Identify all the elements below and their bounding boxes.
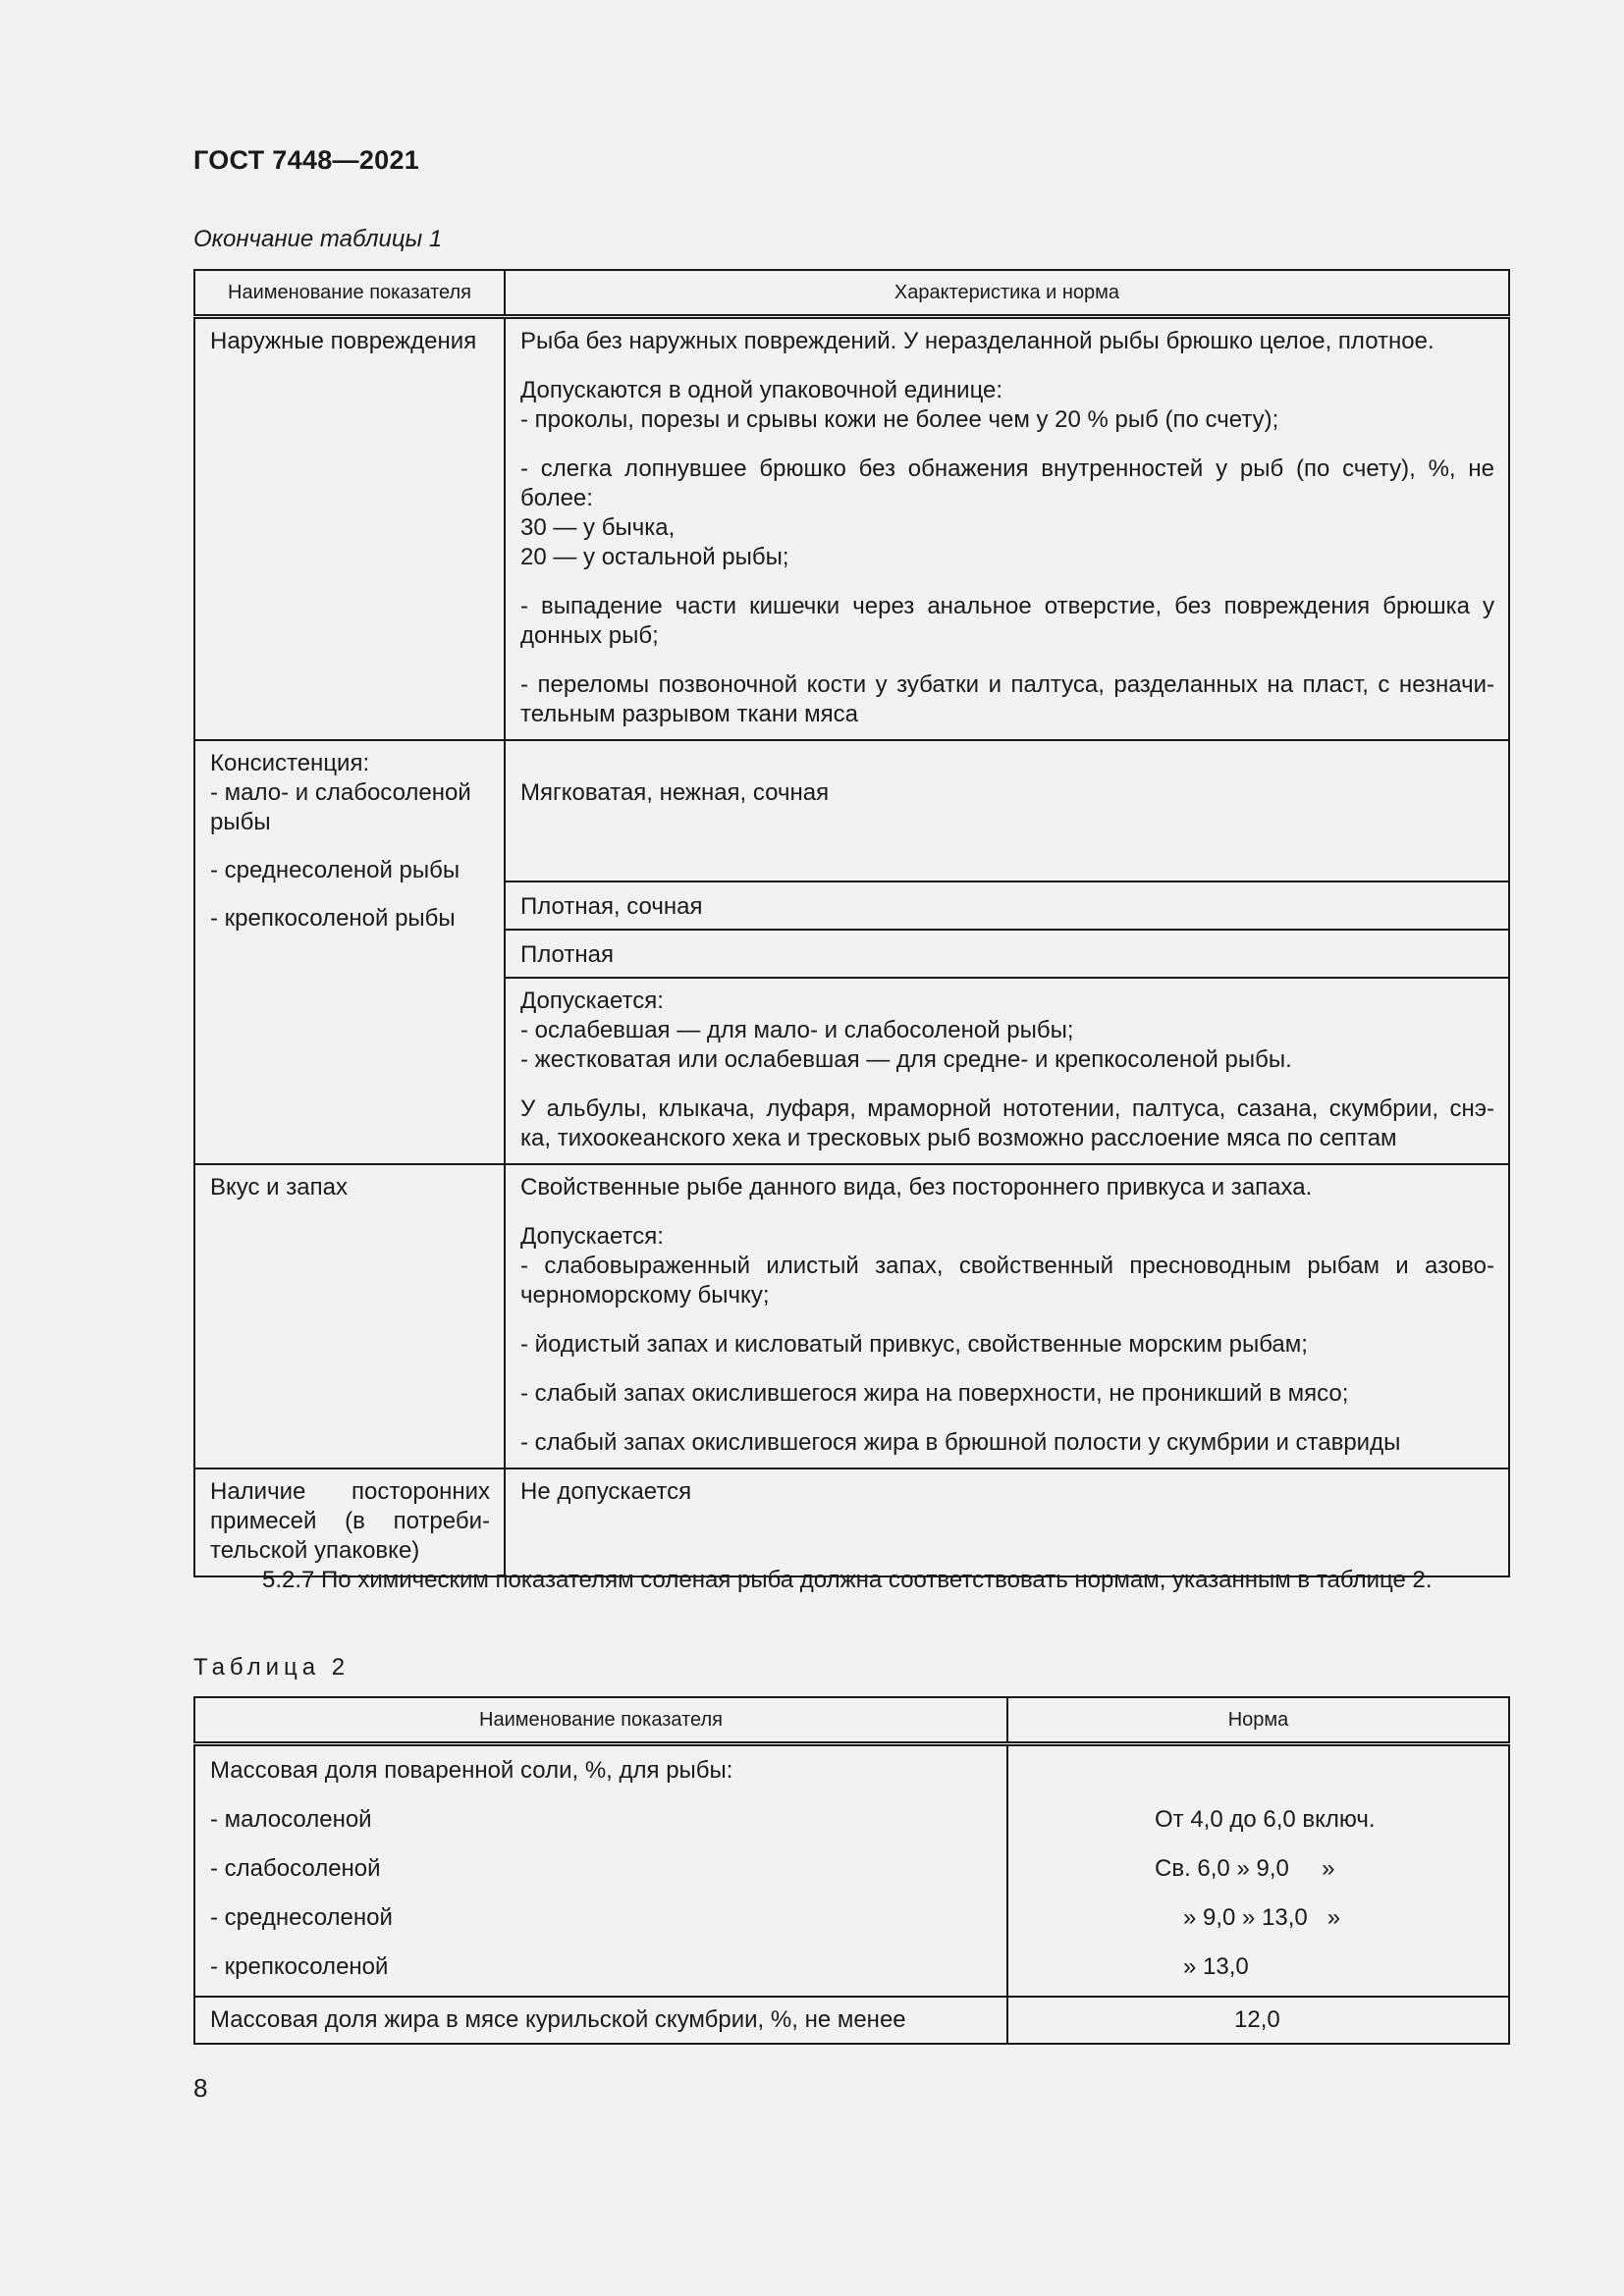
indicator-name: Вкус и запах — [194, 1164, 505, 1468]
salt-row-label: - малосоленой — [210, 1806, 372, 1833]
table2-col-header-name: Наименование показателя — [194, 1697, 1007, 1744]
fat-value: 12,0 — [1234, 2006, 1280, 2033]
consistency-allow-line2: - ослабевшая — для мало- и слабосоленой рыбы; — [520, 1017, 1074, 1043]
damage-p5 — [520, 670, 1494, 729]
consistency-allow-line1: Допускается: — [520, 988, 664, 1014]
damage-p3-line4: 20 — у остальной рыбы; — [520, 544, 789, 570]
damage-p3 — [520, 454, 1494, 572]
taste-p5: - слабый запах окислившегося жира в брюшной полости у скумбрии и ставриды — [520, 1429, 1401, 1456]
salt-row-label: - слабосоленой — [210, 1855, 381, 1882]
salt-indicator-cell — [194, 1744, 1007, 1998]
taste-p1: Свойственные рыбе данного вида, без постороннего привкуса и запаха. — [520, 1174, 1313, 1201]
salt-row-value: » 13,0 — [1183, 1953, 1249, 1980]
damage-p3-line1: - слегка лопнувшее брюшко без обнажения внутренностей у рыб (по счету), %, не — [520, 455, 1494, 482]
damage-p3-line3: 30 — у бычка, — [520, 514, 676, 541]
salt-row-label: - крепкосоленой — [210, 1953, 389, 1980]
consistency-value-firm: Плотная — [505, 930, 1509, 978]
consistency-allowance — [505, 978, 1509, 1164]
table2-col-header-norm: Норма — [1007, 1697, 1509, 1744]
table1-col-header-name: Наименование показателя — [194, 270, 505, 317]
indicator-value — [505, 1164, 1509, 1468]
salt-row-value: » 9,0 » 13,0 » — [1183, 1904, 1341, 1931]
salt-row-label: - среднесоленой — [210, 1904, 393, 1931]
damage-p5-line1: - переломы позвоночной кости у зубатки и палтуса, разделанных на пласт, с незначи- — [520, 671, 1494, 698]
consistency-note-line1: У альбулы, клыкача, луфаря, мраморной нототении, палтуса, сазана, скумбрии, снэ- — [520, 1095, 1494, 1122]
damage-p1: Рыба без наружных повреждений. У неразделанной рыбы брюшко целое, плотное. — [520, 328, 1435, 354]
indicator-value — [505, 317, 1509, 741]
table2-caption: Таблица 2 — [193, 1654, 351, 1681]
taste-p2-line3: черноморскому бычку; — [520, 1282, 770, 1308]
table1-row-taste — [194, 1164, 1509, 1468]
page-number: 8 — [193, 2073, 208, 2103]
consistency-value-soft: Мягковатая, нежная, сочная — [505, 740, 1509, 881]
consistency-allow-para — [520, 987, 1494, 1075]
taste-p2-line1: Допускается: — [520, 1223, 664, 1250]
fat-label: Массовая доля жира в мясе курильской скумбрии, %, не менее — [210, 2006, 906, 2033]
table-1 — [193, 269, 1510, 1577]
damage-p5-line2: тельным разрывом ткани мяса — [520, 701, 859, 727]
damage-p4-line1: - выпадение части кишечки через анальное отверстие, без повреждения брюшка у — [520, 593, 1494, 619]
salt-title: Массовая доля поваренной соли, %, для рыбы: — [210, 1757, 733, 1784]
indicator-value: Не допускается — [505, 1468, 1509, 1576]
consistency-item3: - крепкосоленой рыбы — [210, 905, 456, 932]
salt-norm-cell — [1007, 1744, 1509, 1998]
taste-p4: - слабый запах окислившегося жира на поверхности, не проникший в мясо; — [520, 1380, 1349, 1407]
damage-p4 — [520, 592, 1494, 651]
table2-row-salt — [194, 1744, 1509, 1998]
document-code: ГОСТ 7448—2021 — [193, 145, 420, 175]
table-2 — [193, 1696, 1510, 2045]
consistency-item1-line1: - мало- и слабосоленой — [210, 779, 471, 806]
consistency-allow-line3: - жестковатая или ослабевшая — для средне- и крепкосоленой рыбы. — [520, 1046, 1292, 1073]
damage-p4-line2: донных рыб; — [520, 622, 659, 649]
damage-p2-line2: - проколы, порезы и срывы кожи не более чем у 20 % рыб (по счету); — [520, 406, 1279, 433]
consistency-value-firm-juicy: Плотная, сочная — [505, 881, 1509, 930]
taste-p3: - йодистый запах и кисловатый привкус, свойственные морским рыбам; — [520, 1331, 1308, 1358]
table2-row-fat — [194, 1997, 1509, 2044]
table1-row-consistency — [194, 740, 1509, 881]
consistency-note — [520, 1095, 1494, 1153]
taste-p2-line2: - слабовыраженный илистый запах, свойственный пресноводным рыбам и азово- — [520, 1253, 1494, 1279]
table1-row-damage — [194, 317, 1509, 741]
salt-row-value: Св. 6,0 » 9,0 » — [1155, 1855, 1335, 1882]
consistency-note-line2: ка, тихоокеанского хека и тресковых рыб возможно расслоение мяса по септам — [520, 1125, 1397, 1151]
consistency-title: Консистенция: — [210, 750, 370, 776]
table2-header-row — [194, 1697, 1509, 1744]
damage-p2-line1: Допускаются в одной упаковочной единице: — [520, 377, 1003, 403]
indicator-name: Наружные повреждения — [194, 317, 505, 741]
table1-header-row — [194, 270, 1509, 317]
damage-p2 — [520, 376, 1494, 435]
consistency-item2: - среднесоленой рыбы — [210, 857, 460, 883]
indicator-name — [194, 1468, 505, 1576]
impurities-name-line3: тельской упаковке) — [210, 1537, 420, 1564]
body-paragraph-5-2-7: 5.2.7 По химическим показателям соленая рыба должна соответствовать нормам, указанным в таблице 2. — [262, 1567, 1433, 1593]
table1-col-header-norm: Характеристика и норма — [505, 270, 1509, 317]
table1-row-impurities — [194, 1468, 1509, 1576]
fat-norm-cell — [1007, 1997, 1509, 2044]
fat-indicator-cell — [194, 1997, 1007, 2044]
impurities-name-line2: примесей (в потреби- — [210, 1508, 490, 1534]
impurities-name-line1: Наличие посторонних — [210, 1478, 490, 1505]
salt-row-value: От 4,0 до 6,0 включ. — [1155, 1806, 1376, 1833]
indicator-name — [194, 740, 505, 1164]
damage-p3-line2: более: — [520, 485, 593, 511]
consistency-item1-line2: рыбы — [210, 809, 271, 835]
taste-p2 — [520, 1222, 1494, 1310]
table1-caption: Окончание таблицы 1 — [193, 226, 443, 252]
